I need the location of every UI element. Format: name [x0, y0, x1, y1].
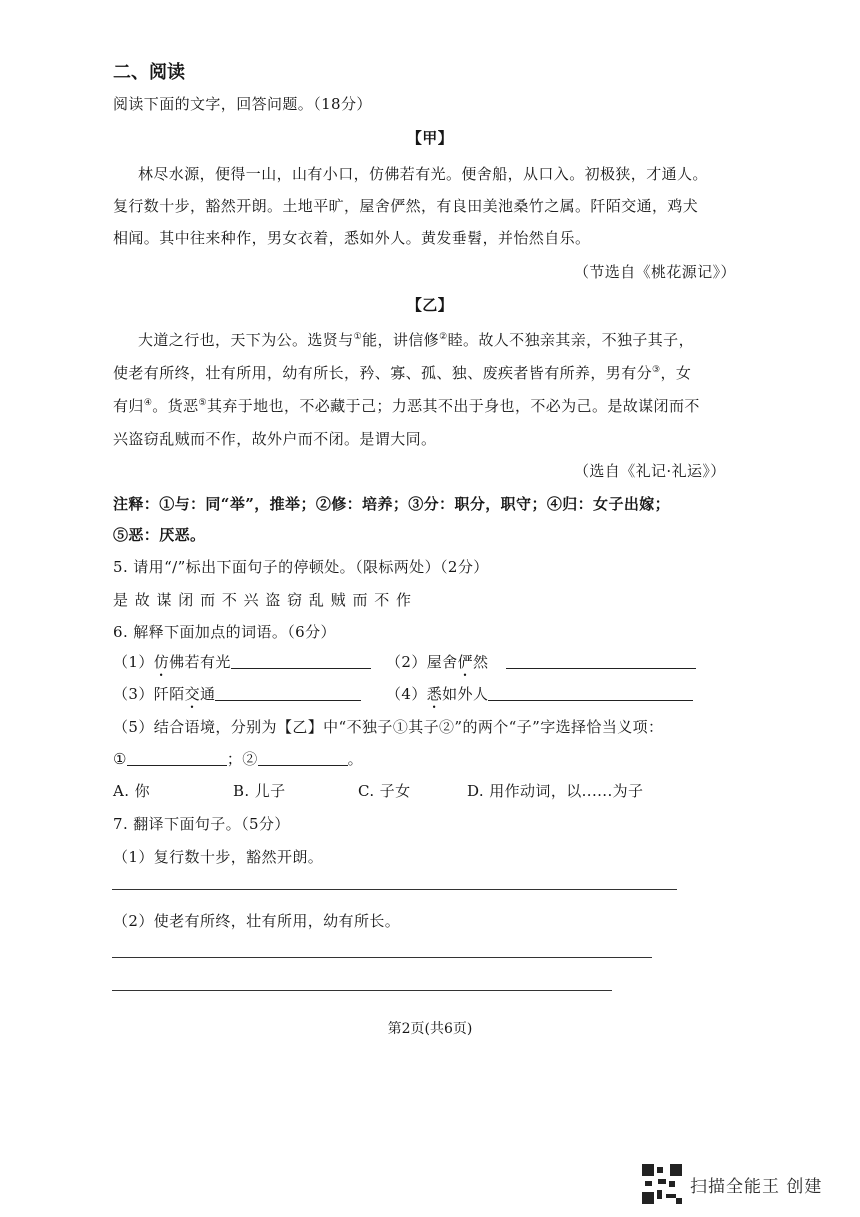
notes-line-2: ⑤恶：厌恶。: [113, 526, 206, 544]
answer-line[interactable]: [112, 990, 612, 991]
option-d: D. 用作动词，以......为子: [467, 782, 644, 800]
answer-blank-1[interactable]: [127, 751, 227, 766]
q5-sentence: 是 故 谋 闭 而 不 兴 盗 窃 乱 贼 而 不 作: [113, 591, 412, 609]
passage-yi-source: （选自《礼记·礼运》）: [574, 462, 726, 480]
passage-jia-source: （节选自《桃花源记》）: [574, 263, 736, 281]
notes-line-1: 注释：①与：同“举”，推举；②修：培养；③分：职分，职守；④归：女子出嫁；: [113, 495, 671, 513]
passage-yi-line-4: 兴盗窃乱贼而不作，故外户而不闭。是谓大同。: [113, 430, 437, 448]
q6-item-5: （5）结合语境，分别为【乙】中“不独子①其子②”的两个“子”字选择恰当义项：: [113, 718, 664, 736]
section-heading: 二、阅读: [113, 62, 185, 83]
q6-item-5-blanks: ① ；② 。: [113, 750, 364, 768]
passage-jia-line-2: 复行数十步，豁然开朗。土地平旷，屋舍俨然，有良田美池桑竹之属。阡陌交通，鸡犬: [113, 197, 699, 215]
q6-prompt: 6. 解释下面加点的词语。（6分）: [113, 623, 336, 641]
passage-jia-label: 【甲】: [406, 129, 454, 147]
answer-line[interactable]: [112, 957, 652, 958]
option-b: B. 儿子: [233, 782, 286, 800]
answer-blank[interactable]: [488, 686, 693, 701]
q5-prompt: 5. 请用“/”标出下面句子的停顿处。（限标两处）（2分）: [113, 558, 489, 576]
q7-sentence-1: （1）复行数十步，豁然开朗。: [113, 848, 324, 866]
option-a: A. 你: [113, 782, 150, 800]
answer-blank[interactable]: [215, 686, 361, 701]
qr-code-icon: [642, 1164, 682, 1204]
page-number: 第2页(共6页): [387, 1021, 473, 1037]
answer-blank[interactable]: [506, 654, 696, 669]
passage-yi-line-3: 有归④。货恶⑤其弃于地也，不必藏于己；力恶其不出于身也，不必为己。是故谋闭而不: [113, 397, 700, 415]
q6-item-4: （4）悉如外人: [386, 683, 693, 712]
passage-jia-line-3: 相闻。其中往来种作，男女衣着，悉如外人。黄发垂髫，并怡然自乐。: [113, 229, 591, 247]
passage-yi-line-1: 大道之行也，天下为公。选贤与①能，讲信修②睦。故人不独亲其亲，不独子其子，: [138, 331, 694, 349]
q7-prompt: 7. 翻译下面句子。（5分）: [113, 815, 290, 833]
passage-jia-line-1: 林尽水源，便得一山，山有小口，仿佛若有光。便舍船，从口入。初极狭，才通人。: [138, 165, 708, 183]
passage-yi-label: 【乙】: [406, 296, 454, 314]
q6-item-1: （1）仿佛若有光: [113, 651, 371, 680]
q6-item-3: （3）阡陌交通: [113, 683, 361, 712]
answer-blank-2[interactable]: [258, 751, 348, 766]
section-instruction: 阅读下面的文字，回答问题。（18分）: [113, 95, 372, 113]
answer-blank[interactable]: [231, 654, 371, 669]
q7-sentence-2: （2）使老有所终，壮有所用，幼有所长。: [113, 912, 401, 930]
q6-item-2: （2）屋舍俨然: [386, 651, 696, 680]
watermark-text: 扫描全能王 创建: [690, 1177, 823, 1197]
option-c: C. 子女: [358, 782, 411, 800]
answer-line[interactable]: [112, 889, 677, 890]
passage-yi-line-2: 使老有所终，壮有所用，幼有所长，矜、寡、孤、独、废疾者皆有所养，男有分③，女: [113, 364, 692, 382]
